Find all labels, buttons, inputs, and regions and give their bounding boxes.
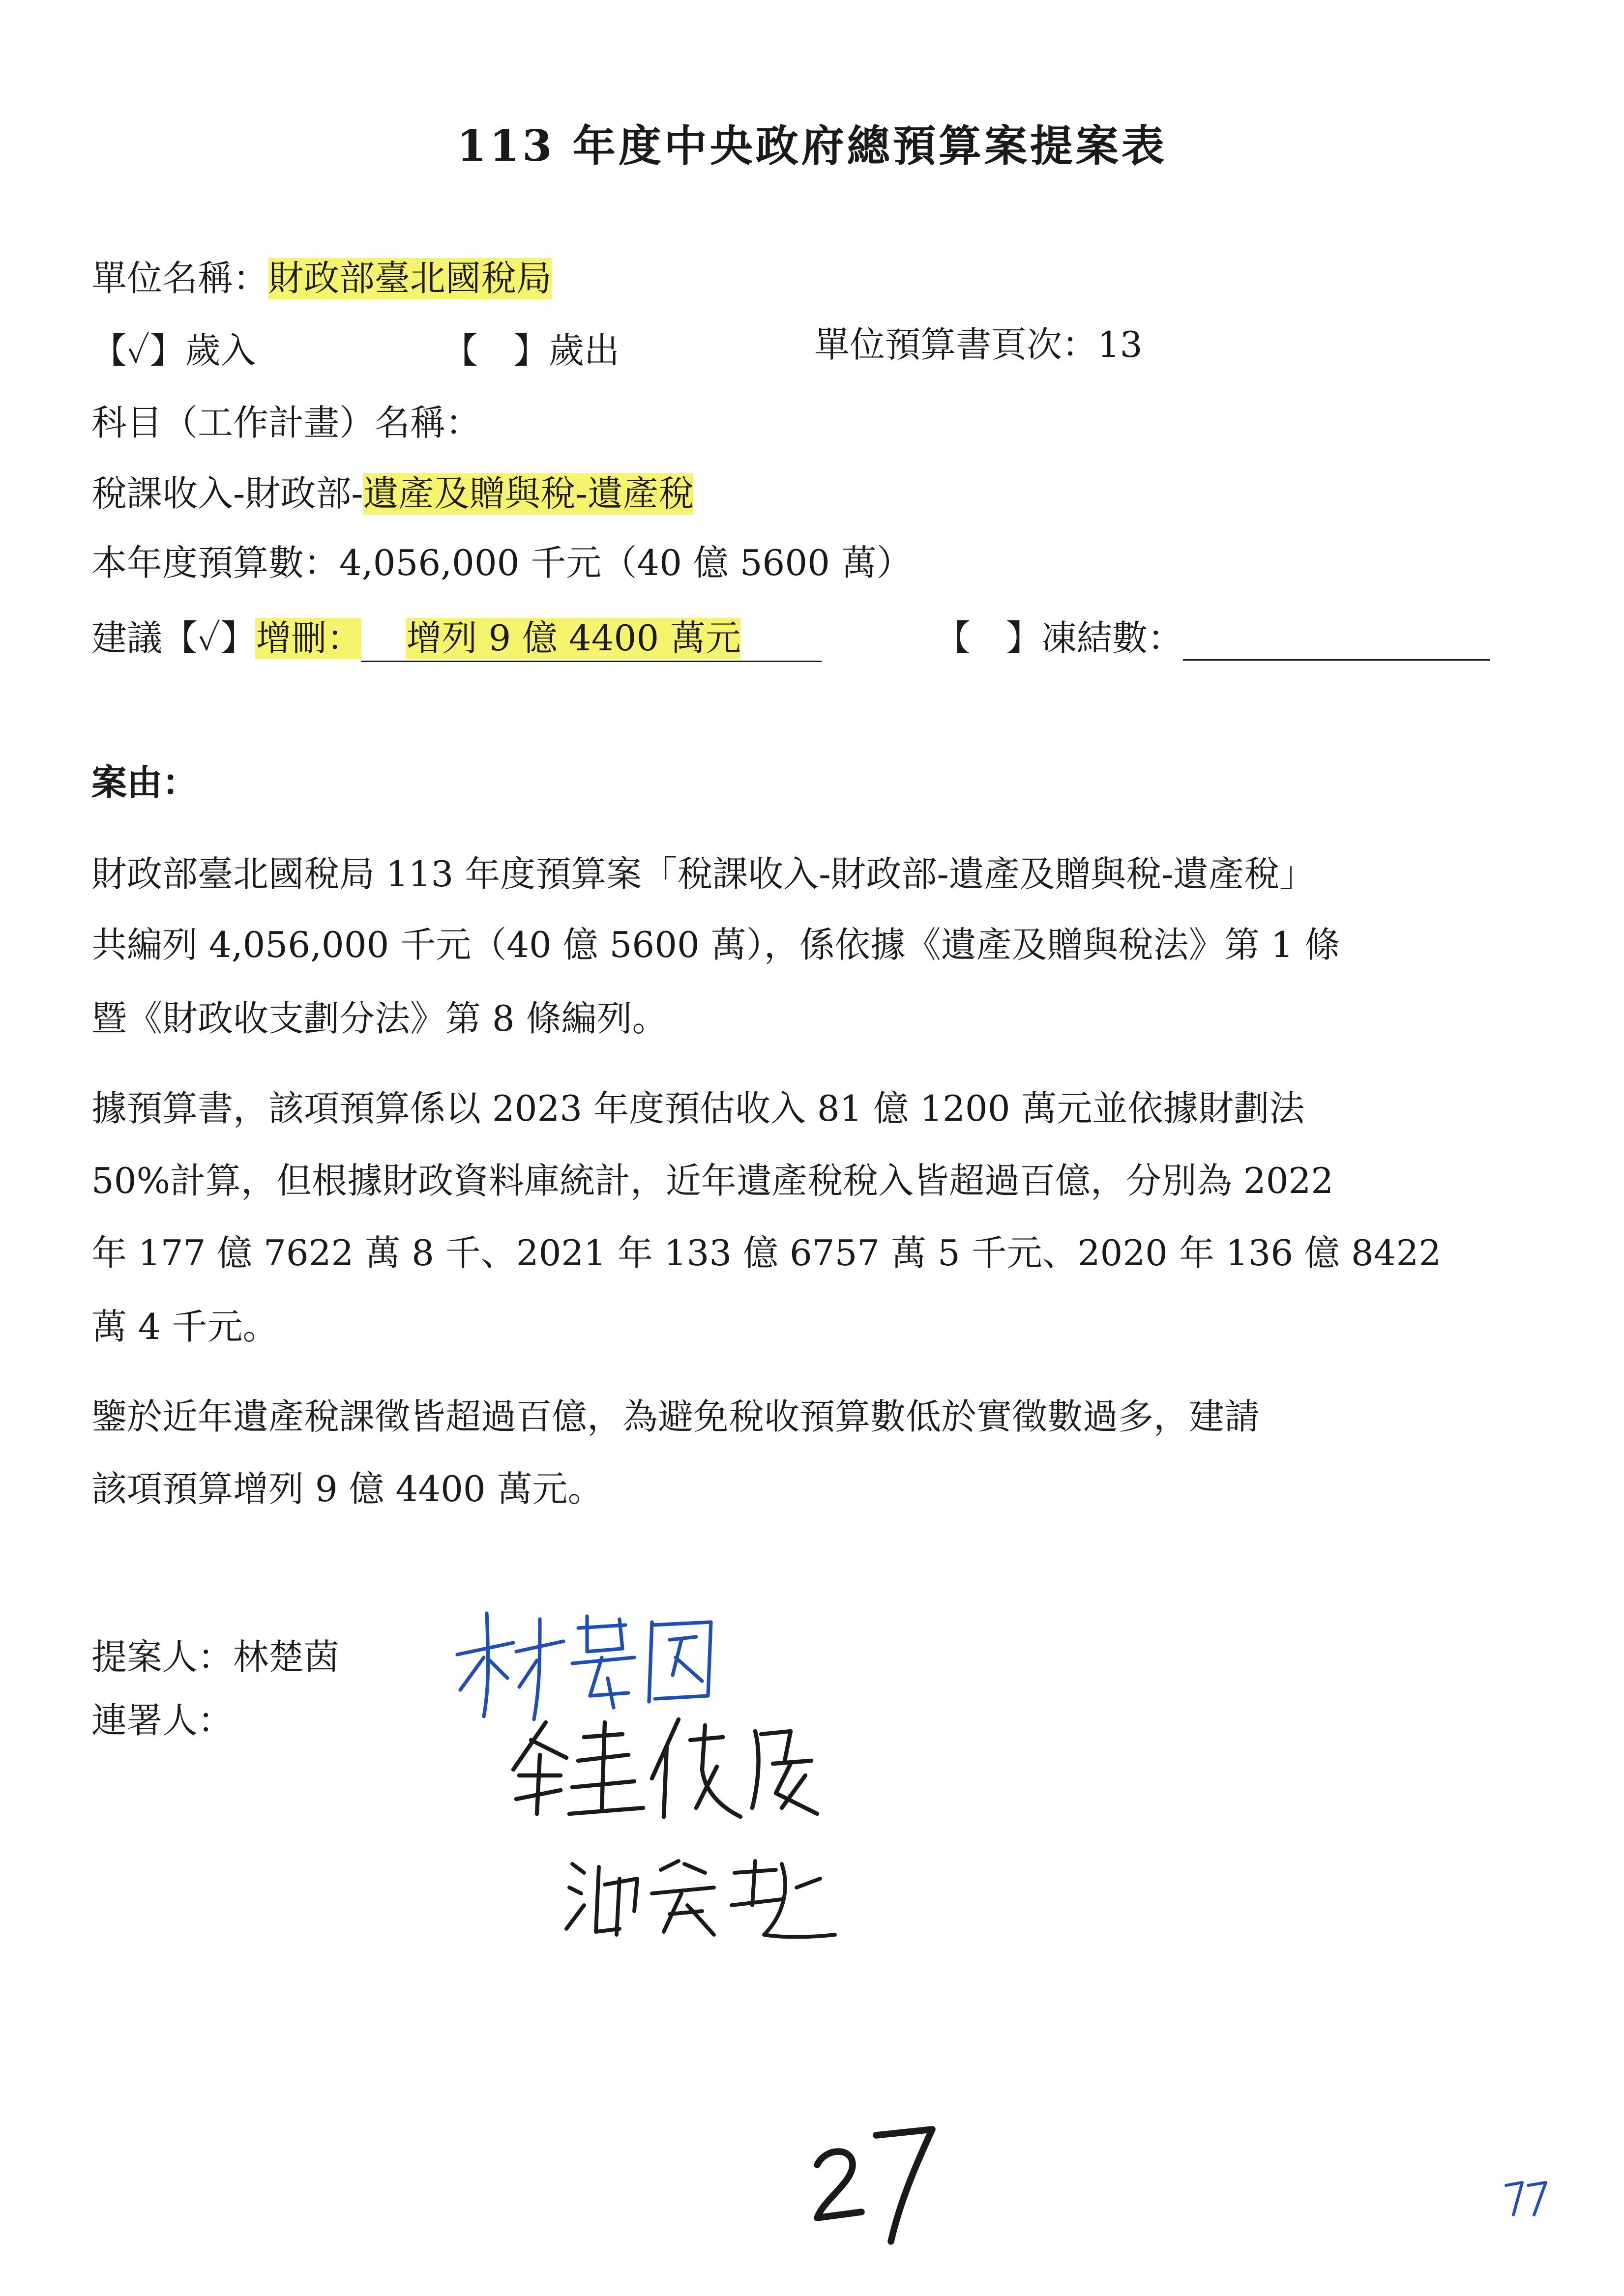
freeze-label: 凍結數： <box>1041 618 1183 659</box>
subject-row <box>91 472 694 516</box>
revenue-label: 歲入 <box>185 330 256 372</box>
expense-checkbox: 【 】 <box>443 330 549 372</box>
page-title: 113 年度中央政府總預算案提案表 <box>457 121 1167 171</box>
adjust-label: 增刪： <box>256 618 362 659</box>
subject-label: 科目（工作計畫）名稱： <box>91 403 481 444</box>
proposer-row <box>91 1635 339 1680</box>
freeze-value-field <box>1183 619 1490 661</box>
paragraph-3-line-2: 該項預算增列 9 億 4400 萬元。 <box>91 1469 603 1510</box>
budget-page-label: 單位預算書頁次： <box>814 324 1097 366</box>
signature-cosigner-2 <box>561 1846 856 1949</box>
paragraph-1-line-3: 暨《財政收支劃分法》第 8 條編列。 <box>91 998 668 1040</box>
budget-label: 本年度預算數： <box>91 543 339 584</box>
cosigner-label: 連署人： <box>91 1700 233 1742</box>
suggestion-label: 建議 <box>91 618 162 659</box>
budget-page-value: 13 <box>1097 324 1143 366</box>
expense-checkbox-row <box>443 329 620 373</box>
budget-row <box>91 541 912 585</box>
budget-page-row <box>814 323 1143 367</box>
paragraph-2-line-2: 50%計算，但根據財政資料庫統計，近年遺產稅稅入皆超過百億，分別為 2022 <box>91 1161 1334 1202</box>
proposer-name: 林楚茵 <box>233 1637 339 1678</box>
freeze-row <box>935 616 1490 661</box>
adjust-value: 增列 9 億 4400 萬元 <box>406 618 741 659</box>
proposer-label: 提案人： <box>91 1637 233 1678</box>
paragraph-3-line-1: 鑒於近年遺產稅課徵皆超過百億，為避免稅收預算數低於實徵數過多，建請 <box>91 1396 1260 1438</box>
unit-value: 財政部臺北國稅局 <box>268 258 552 299</box>
signature-cosigner-1 <box>502 1711 841 1829</box>
unit-label: 單位名稱： <box>91 258 268 299</box>
budget-value: 4,056,000 千元（40 億 5600 萬） <box>339 543 912 584</box>
adjust-value-field <box>362 616 822 662</box>
paragraph-2-line-4: 萬 4 千元。 <box>91 1307 278 1348</box>
subject-prefix: 稅課收入-財政部- <box>91 473 363 515</box>
paragraph-1-line-2: 共編列 4,056,000 千元（40 億 5600 萬），係依據《遺產及贈與稅法》第 1 條 <box>91 925 1340 966</box>
suggestion-row <box>91 616 822 662</box>
freeze-checkbox: 【 】 <box>935 618 1041 659</box>
page-number-handwritten <box>808 2115 944 2250</box>
reason-heading: 案由： <box>91 761 198 804</box>
paragraph-2-line-3: 年 177 億 7622 萬 8 千、2021 年 133 億 6757 萬 5 千元、2020 年 136 億 8422 <box>91 1233 1442 1274</box>
paragraph-1-line-1: 財政部臺北國稅局 113 年度預算案「稅課收入-財政部-遺產及贈與稅-遺產稅」 <box>91 854 1315 895</box>
revenue-checkbox-row <box>91 329 256 373</box>
expense-label: 歲出 <box>549 330 620 372</box>
unit-row <box>91 257 552 301</box>
adjust-checkbox: 【✓】 <box>162 618 256 659</box>
paragraph-2-line-1: 據預算書，該項預算係以 2023 年度預估收入 81 億 1200 萬元並依據財劃法 <box>91 1088 1305 1130</box>
revenue-checkbox: 【✓】 <box>91 330 185 372</box>
subject-highlight: 遺產及贈與稅-遺產稅 <box>363 473 694 515</box>
